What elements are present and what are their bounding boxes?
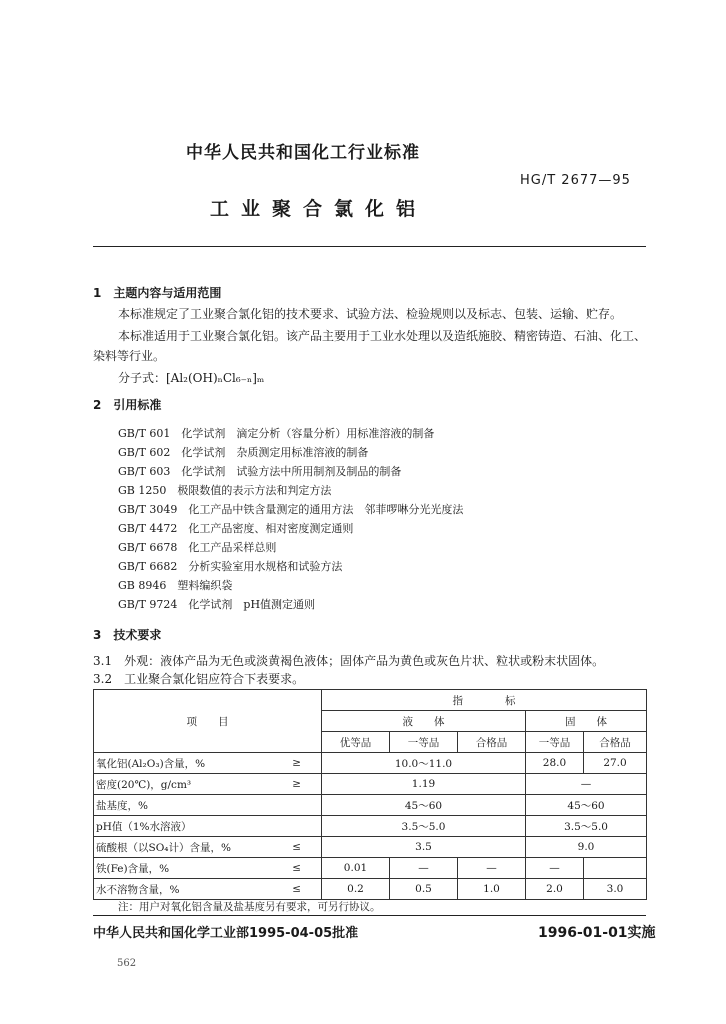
grade-header: 优等品 <box>322 732 390 753</box>
reference-item: GB 1250 极限数值的表示方法和判定方法 <box>118 484 332 497</box>
table-note: 注：用户对氧化铝含量及盐基度另有要求，可另行协议。 <box>118 901 381 913</box>
standard-title: 工业聚合氯化铝 <box>210 198 428 220</box>
row-value: 27.0 <box>584 753 647 774</box>
row-relation <box>269 795 322 816</box>
grade-header: 合格品 <box>458 732 526 753</box>
row-value: 3.5～5.0 <box>322 816 526 837</box>
approval-line: 中华人民共和国化学工业部1995-04-05批准 <box>93 926 359 941</box>
row-relation: ≥ <box>269 753 322 774</box>
row-value: 3.0 <box>584 879 647 900</box>
row-value: 3.5～5.0 <box>526 816 647 837</box>
row-relation: ≤ <box>269 858 322 879</box>
row-value: — <box>526 858 584 879</box>
table-header-liquid: 液 体 <box>322 711 526 732</box>
grade-header: 合格品 <box>584 732 647 753</box>
row-item: 密度(20℃)，g/cm³ <box>94 774 269 795</box>
page-number: 562 <box>117 958 137 969</box>
table-row <box>94 837 647 858</box>
section-1-para-1: 本标准规定了工业聚合氯化铝的技术要求、试验方法、检验规则以及标志、包装、运输、贮存。 <box>118 307 623 321</box>
grade-header: 一等品 <box>390 732 458 753</box>
title-divider <box>93 246 646 247</box>
spec-table <box>93 689 647 900</box>
reference-item: GB/T 6682 分析实验室用水规格和试验方法 <box>118 560 343 573</box>
row-value: 9.0 <box>526 837 647 858</box>
row-value: 0.5 <box>390 879 458 900</box>
row-value <box>584 858 647 879</box>
effective-date: 1996-01-01实施 <box>538 925 656 941</box>
row-value: 0.01 <box>322 858 390 879</box>
table-row <box>94 858 647 879</box>
footer-divider <box>93 915 646 916</box>
row-value: 45～60 <box>526 795 647 816</box>
section-1-heading: 1 主题内容与适用范围 <box>93 286 222 300</box>
table-row <box>94 753 647 774</box>
row-value: — <box>458 858 526 879</box>
row-item: pH值（1%水溶液） <box>94 816 269 837</box>
standard-code: HG/T 2677—95 <box>520 173 631 188</box>
row-item: 铁(Fe)含量，% <box>94 858 269 879</box>
row-value: 1.19 <box>322 774 526 795</box>
row-relation: ≤ <box>269 837 322 858</box>
molecular-formula: 分子式：[Al₂(OH)ₙCl₆₋ₙ]ₘ <box>118 371 265 385</box>
table-row <box>94 795 647 816</box>
row-value: — <box>390 858 458 879</box>
section-2-heading: 2 引用标准 <box>93 398 162 412</box>
reference-item: GB 8946 塑料编织袋 <box>118 579 233 592</box>
reference-item: GB/T 602 化学试剂 杂质测定用标准溶液的制备 <box>118 446 369 459</box>
reference-item: GB/T 3049 化工产品中铁含量测定的通用方法 邻菲啰啉分光光度法 <box>118 503 464 516</box>
reference-item: GB/T 9724 化学试剂 pH值测定通则 <box>118 598 316 611</box>
section-1-para-2-line-1: 本标准适用于工业聚合氯化铝。该产品主要用于工业水处理以及造纸施胶、精密铸造、石油、化工、 <box>118 329 647 343</box>
row-value: 3.5 <box>322 837 526 858</box>
table-header-item: 项 目 <box>94 690 322 753</box>
row-value: 1.0 <box>458 879 526 900</box>
table-header-index: 指 标 <box>322 690 647 711</box>
row-value: 28.0 <box>526 753 584 774</box>
reference-item: GB/T 4472 化工产品密度、相对密度测定通则 <box>118 522 354 535</box>
org-title: 中华人民共和国化工行业标准 <box>186 143 420 163</box>
section-3-heading: 3 技术要求 <box>93 628 162 642</box>
row-item: 硫酸根（以SO₄计）含量，% <box>94 837 269 858</box>
row-relation <box>269 816 322 837</box>
reference-item: GB/T 6678 化工产品采样总则 <box>118 541 277 554</box>
clause-3-1: 3.1 外观：液体产品为无色或淡黄褐色液体；固体产品为黄色或灰色片状、粒状或粉末状固体。 <box>93 654 605 668</box>
row-item: 水不溶物含量，% <box>94 879 269 900</box>
clause-3-2: 3.2 工业聚合氯化铝应符合下表要求。 <box>93 672 305 686</box>
row-value: 45～60 <box>322 795 526 816</box>
table-header-solid: 固 体 <box>526 711 647 732</box>
reference-item: GB/T 603 化学试剂 试验方法中所用制剂及制品的制备 <box>118 465 402 478</box>
row-value: 0.2 <box>322 879 390 900</box>
row-value: 10.0～11.0 <box>322 753 526 774</box>
table-row <box>94 774 647 795</box>
section-1-para-2-line-2: 染料等行业。 <box>93 349 166 363</box>
grade-header: 一等品 <box>526 732 584 753</box>
row-item: 盐基度，% <box>94 795 269 816</box>
reference-item: GB/T 601 化学试剂 滴定分析（容量分析）用标准溶液的制备 <box>118 427 435 440</box>
row-item: 氧化铝(Al₂O₃)含量，% <box>94 753 269 774</box>
table-row <box>94 816 647 837</box>
row-relation: ≤ <box>269 879 322 900</box>
row-value: 2.0 <box>526 879 584 900</box>
row-relation: ≥ <box>269 774 322 795</box>
row-value: — <box>526 774 647 795</box>
table-row <box>94 879 647 900</box>
